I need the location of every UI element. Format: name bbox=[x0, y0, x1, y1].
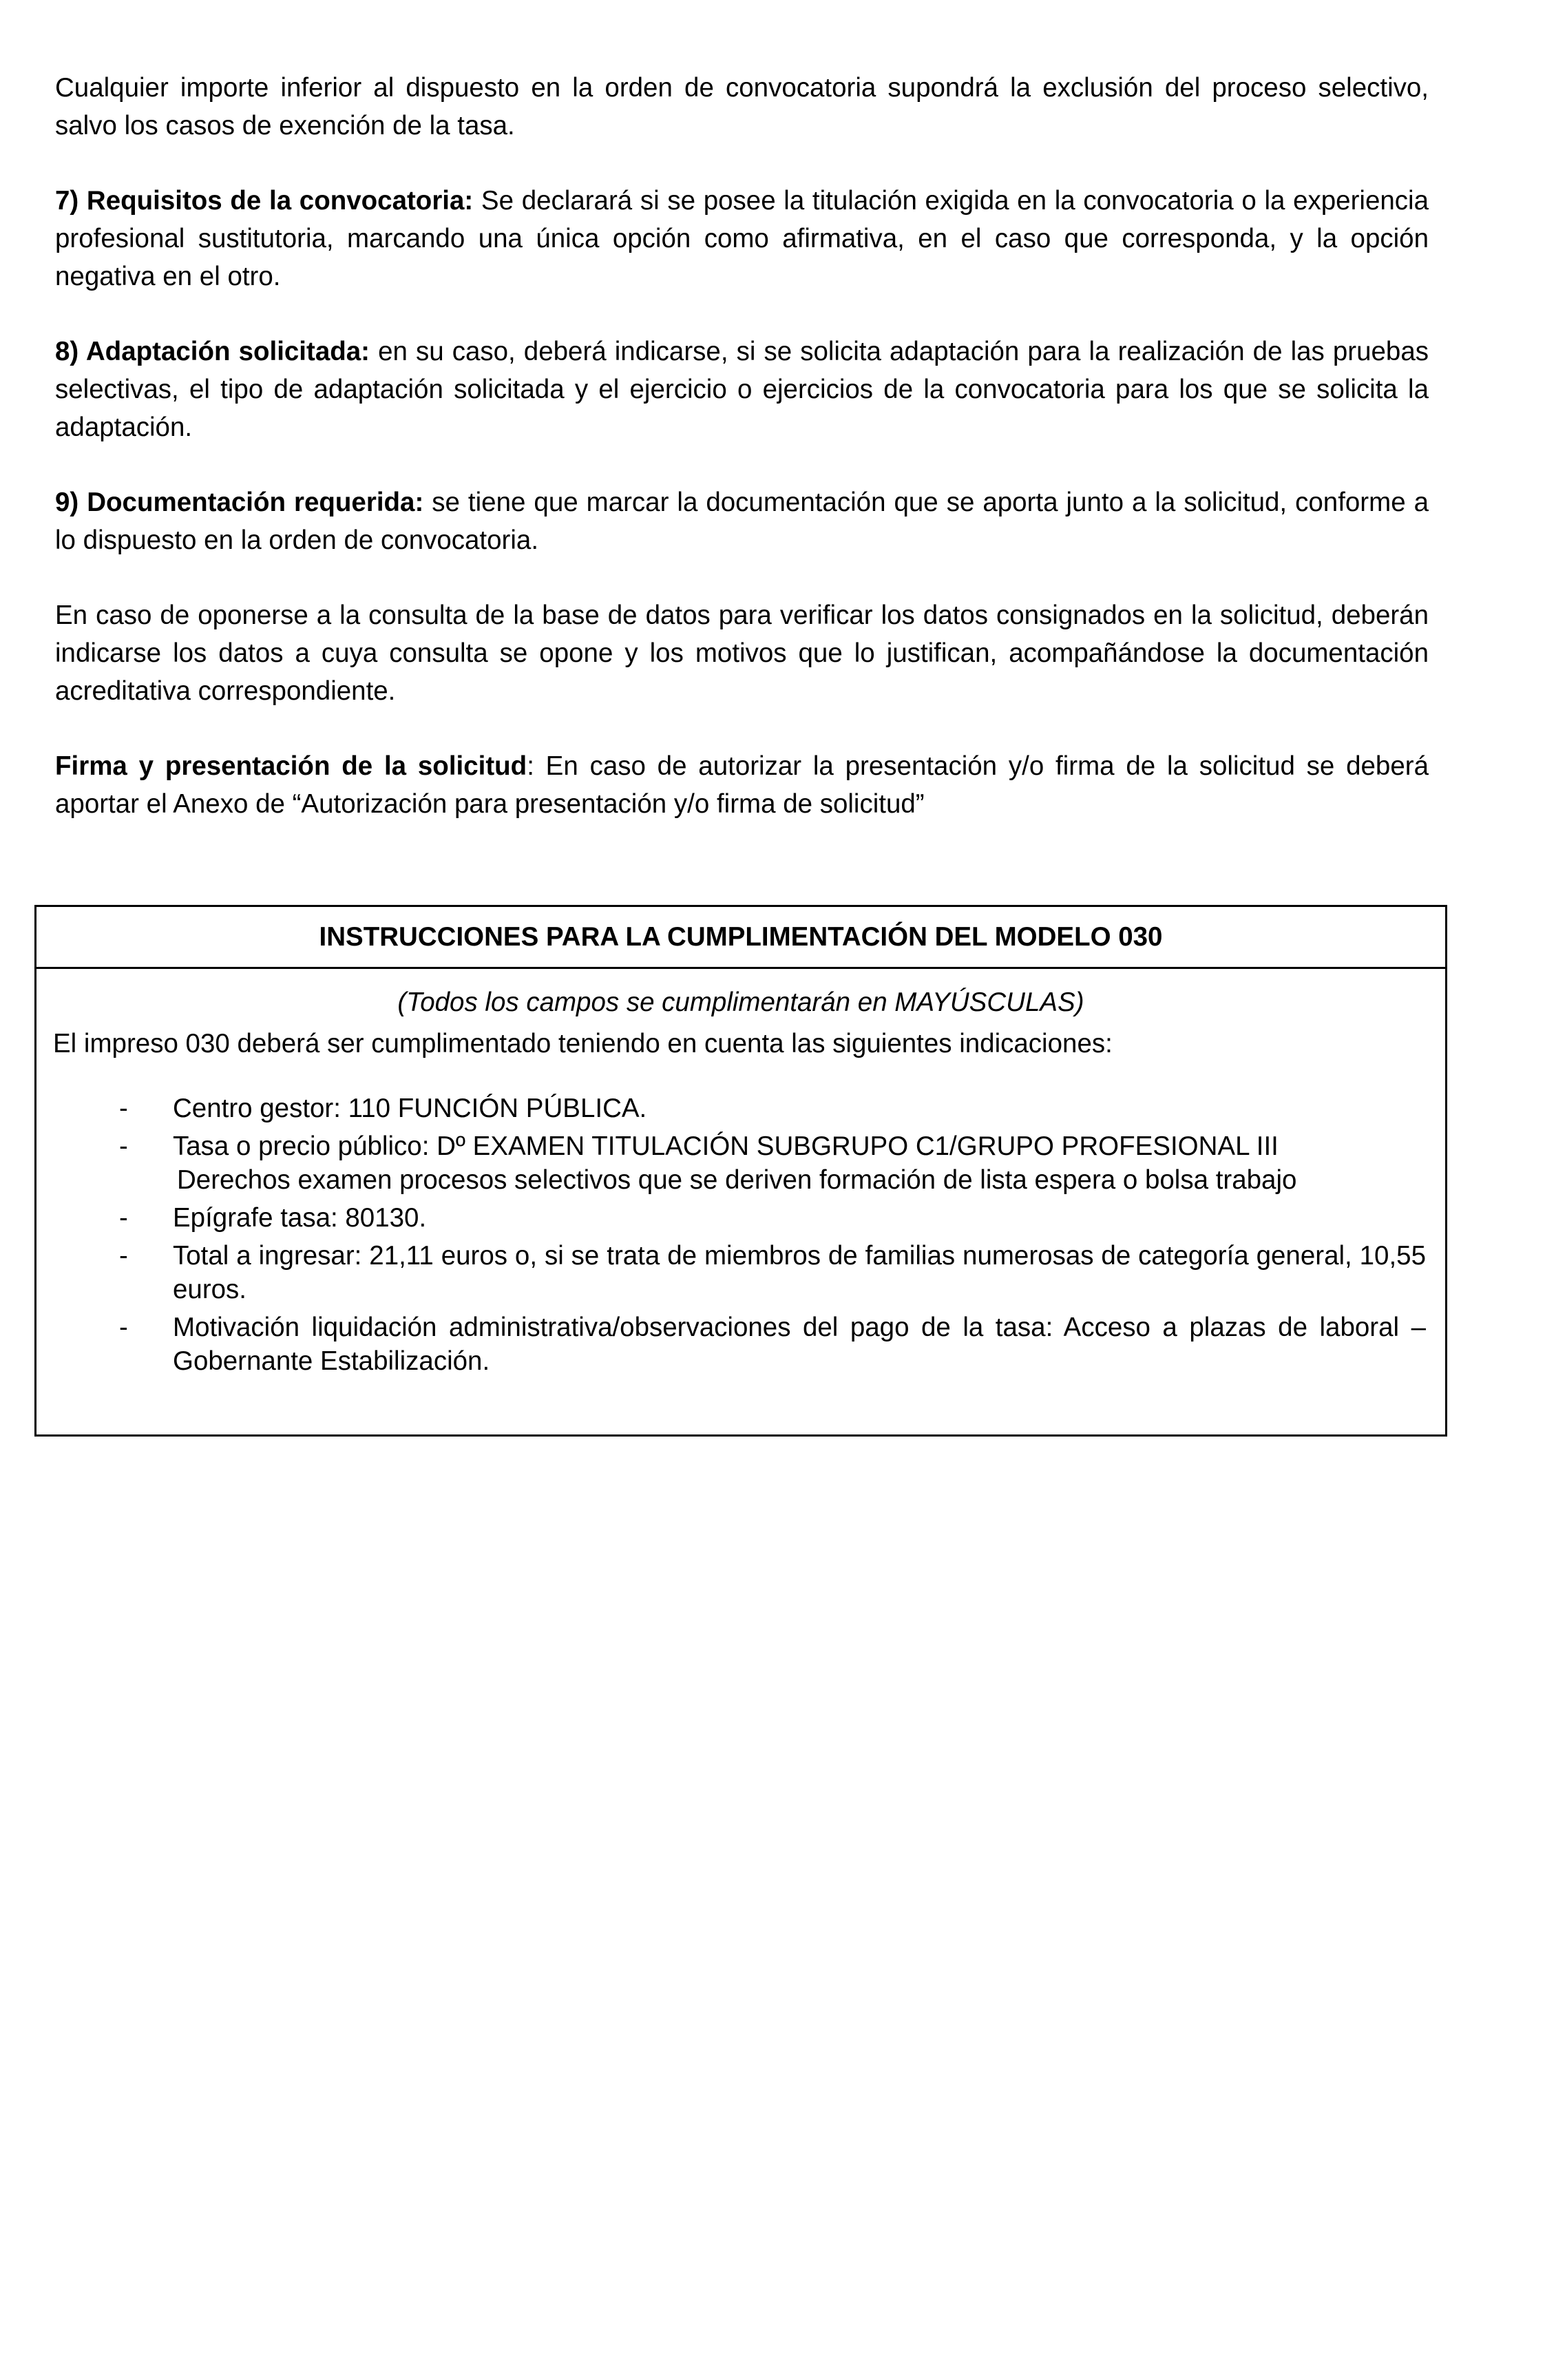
list-item bbox=[53, 1239, 1429, 1306]
list-item-subtext: Derechos examen procesos selectivos que se deriven formación de lista espera o bolsa trabajo bbox=[177, 1165, 1297, 1195]
paragraph-adaptacion bbox=[55, 333, 1429, 446]
paragraph-text: Se declarará si se posee la titulación exigida en la convocatoria o la experiencia profesional sustitutoria, marcando una única opción como afirmativa, en el caso que corresponda, y la opción negativa en el otro. bbox=[55, 186, 1429, 291]
list-item-text: Tasa o precio público: Dº EXAMEN TITULACIÓN SUBGRUPO C1/GRUPO PROFESIONAL III bbox=[173, 1131, 1279, 1161]
list-item-text: Centro gestor: 110 FUNCIÓN PÚBLICA. bbox=[173, 1094, 647, 1123]
instructions-body bbox=[36, 985, 1445, 1378]
paragraph-exclusion bbox=[55, 69, 1429, 145]
paragraph-firma bbox=[55, 747, 1429, 823]
paragraph-text: : En caso de autorizar la presentación y/o firma de la solicitud se deberá aportar el Anexo de “Autorización para presentación y/o firma de solicitud” bbox=[55, 751, 1429, 819]
paragraph-text: se tiene que marcar la documentación que se aporta junto a la solicitud, conforme a lo dispuesto en la orden de convocatoria. bbox=[55, 488, 1429, 555]
instructions-list bbox=[53, 1092, 1429, 1378]
paragraph-heading: 9) Documentación requerida: bbox=[55, 488, 424, 517]
list-item-text: Motivación liquidación administrativa/observaciones del pago de la tasa: Acceso a plazas de laboral – Gobernante Estabilización. bbox=[173, 1313, 1426, 1376]
paragraph-text: Cualquier importe inferior al dispuesto en la orden de convocatoria supondrá la exclusión del proceso selectivo, salvo los casos de exención de la tasa. bbox=[55, 73, 1429, 140]
paragraph-heading: Firma y presentación de la solicitud bbox=[55, 751, 527, 781]
dash-bullet: - bbox=[119, 1241, 128, 1271]
dash-bullet: - bbox=[119, 1094, 128, 1123]
dash-bullet: - bbox=[119, 1313, 128, 1342]
list-item-text: Total a ingresar: 21,11 euros o, si se trata de miembros de familias numerosas de categoría general, 10,55 euros. bbox=[173, 1241, 1426, 1304]
instructions-intro: El impreso 030 deberá ser cumplimentado teniendo en cuenta las siguientes indicaciones: bbox=[53, 1029, 1113, 1058]
paragraph-heading: 8) Adaptación solicitada: bbox=[55, 337, 370, 366]
list-item bbox=[53, 1092, 1429, 1125]
list-item bbox=[53, 1311, 1429, 1378]
instructions-note: (Todos los campos se cumplimentarán en MAYÚSCULAS) bbox=[397, 988, 1084, 1017]
list-item-text: Epígrafe tasa: 80130. bbox=[173, 1203, 427, 1233]
paragraph-text: en su caso, deberá indicarse, si se solicita adaptación para la realización de las pruebas selectivas, el tipo de adaptación solicitada y el ejercicio o ejercicios de la convocatoria para los que se solicita la adaptación. bbox=[55, 337, 1429, 442]
instructions-title: INSTRUCCIONES PARA LA CUMPLIMENTACIÓN DEL MODELO 030 bbox=[36, 907, 1445, 969]
dash-bullet: - bbox=[119, 1131, 128, 1161]
paragraph-oposicion-consulta bbox=[55, 596, 1429, 710]
paragraph-requisitos bbox=[55, 182, 1429, 295]
dash-bullet: - bbox=[119, 1203, 128, 1233]
list-item bbox=[53, 1129, 1429, 1197]
paragraph-text: En caso de oponerse a la consulta de la base de datos para verificar los datos consignados en la solicitud, deberán indicarse los datos a cuya consulta se opone y los motivos que lo justifican, acompañándose la documentación acreditativa correspondiente. bbox=[55, 601, 1429, 706]
document-page bbox=[55, 69, 1429, 860]
paragraph-documentacion bbox=[55, 483, 1429, 559]
list-item bbox=[53, 1201, 1429, 1235]
paragraph-heading: 7) Requisitos de la convocatoria: bbox=[55, 186, 474, 216]
instructions-box bbox=[34, 905, 1447, 1437]
